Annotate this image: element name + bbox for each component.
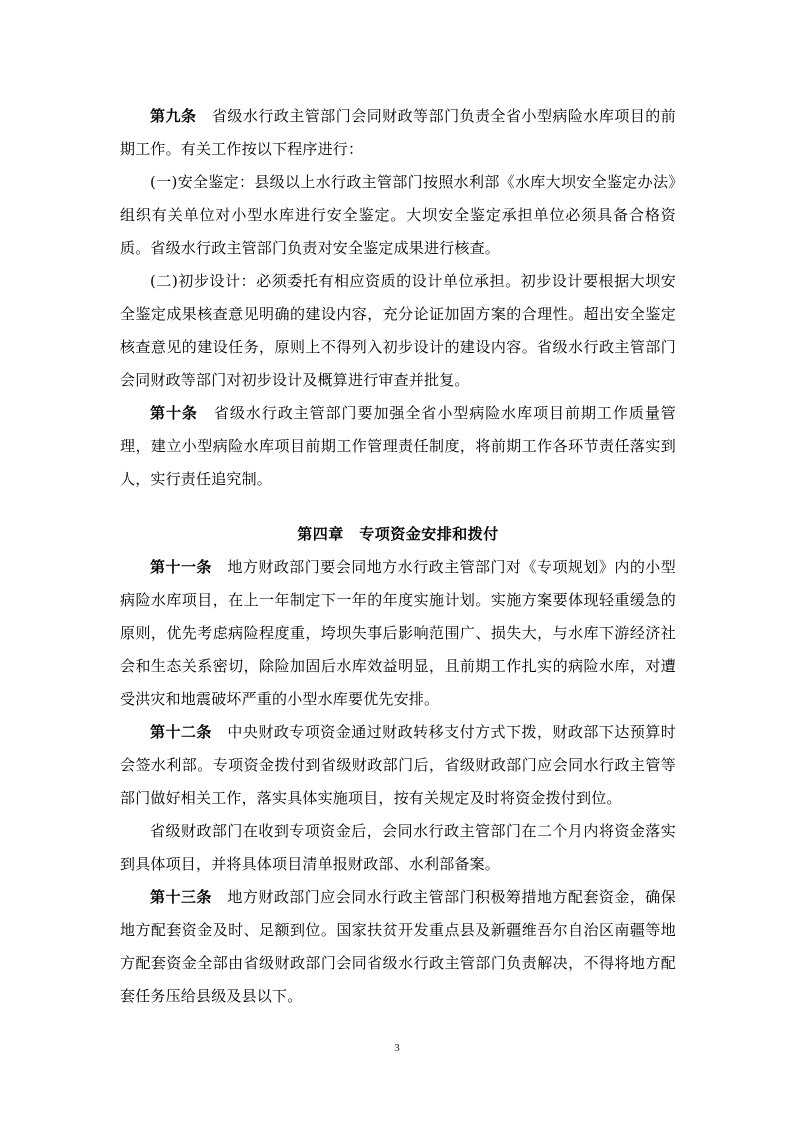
article-13-paragraph xyxy=(120,881,676,1013)
article-10-paragraph xyxy=(120,397,676,496)
article-9-label: 第九条 xyxy=(150,107,197,125)
procedure-1-text: (一)安全鉴定：县级以上水行政主管部门按照水利部《水库大坝安全鉴定办法》组织有关单位对小型水库进行安全鉴定。大坝安全鉴定承担单位必须具备合格资质。省级水行政主管部门负责对安全鉴定成果进行核查。 xyxy=(120,173,676,257)
page-number: 3 xyxy=(394,1042,400,1054)
article-12-text: 中央财政专项资金通过财政转移支付方式下拨，财政部下达预算时会签水利部。专项资金拨付到省级财政部门后，省级财政部门应会同水行政主管等部门做好相关工作，落实具体实施项目，按有关规定及时将资金拨付到位。 xyxy=(120,723,676,807)
article-9-paragraph xyxy=(120,100,676,166)
article-12-paragraph xyxy=(120,716,676,815)
article-11-text: 地方财政部门要会同地方水行政主管部门对《专项规划》内的小型病险水库项目，在上一年制定下一年的年度实施计划。实施方案要体现轻重缓急的原则，优先考虑病险程度重，垮坝失事后影响范围广、损失大，与水库下游经济社会和生态关系密切，除险加固后水库效益明显，且前期工作扎实的病险水库，对遭受洪灾和地震破坏严重的小型水库要优先安排。 xyxy=(120,558,676,708)
procedure-2-paragraph xyxy=(120,265,676,397)
article-12-continuation-text: 省级财政部门在收到专项资金后，会同水行政主管部门在二个月内将资金落实到具体项目，并将具体项目清单报财政部、水利部备案。 xyxy=(120,822,676,873)
article-10-label: 第十条 xyxy=(150,404,198,422)
document-body xyxy=(120,100,676,1013)
chapter-4-heading: 第四章 专项资金安排和拨付 xyxy=(297,525,499,543)
article-13-text: 地方财政部门应会同水行政主管部门积极筹措地方配套资金，确保地方配套资金及时、足额到位。国家扶贫开发重点县及新疆维吾尔自治区南疆等地方配套资金全部由省级财政部门会同省级水行政主管部门负责解决，不得将地方配套任务压给县级及县以下。 xyxy=(120,888,676,1005)
procedure-2-text: (二)初步设计：必须委托有相应资质的设计单位承担。初步设计要根据大坝安全鉴定成果核查意见明确的建设内容，充分论证加固方案的合理性。超出安全鉴定核查意见的建设任务，原则上不得列入初步设计的建设内容。省级水行政主管部门会同财政等部门对初步设计及概算进行审查并批复。 xyxy=(120,272,676,389)
procedure-1-paragraph xyxy=(120,166,676,265)
article-11-label: 第十一条 xyxy=(150,558,212,576)
article-11-paragraph xyxy=(120,551,676,716)
article-12-label: 第十二条 xyxy=(150,723,212,741)
article-10-text: 省级水行政主管部门要加强全省小型病险水库项目前期工作质量管理，建立小型病险水库项目前期工作管理责任制度，将前期工作各环节责任落实到人，实行责任追究制。 xyxy=(120,404,676,488)
article-12-continuation-paragraph xyxy=(120,815,676,881)
article-9-text: 省级水行政主管部门会同财政等部门负责全省小型病险水库项目的前期工作。有关工作按以下程序进行： xyxy=(120,107,676,158)
article-13-label: 第十三条 xyxy=(150,888,212,906)
